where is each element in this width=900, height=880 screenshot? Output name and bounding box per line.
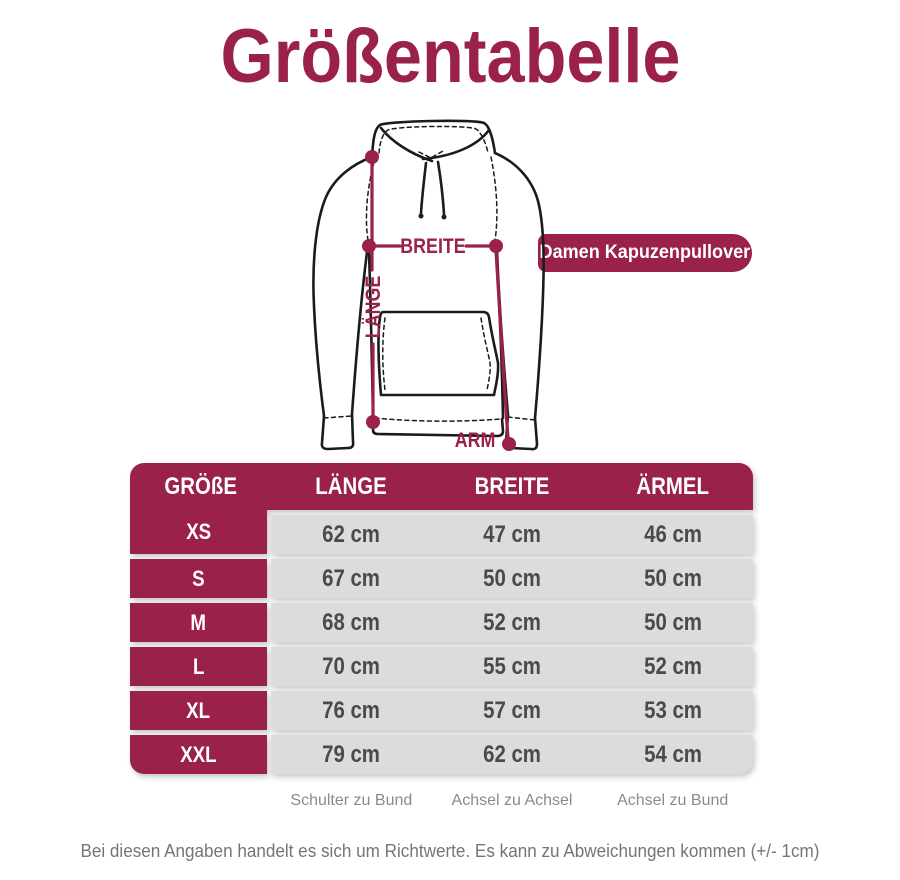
size-label: XXL	[180, 741, 217, 767]
row-band	[271, 647, 753, 686]
value-label: 54 cm	[643, 740, 702, 768]
value-cell	[592, 691, 753, 730]
size-table	[130, 463, 753, 774]
value-label: 47 cm	[483, 520, 541, 548]
cuff-right-stitch	[508, 417, 535, 420]
drawstring-right	[438, 162, 444, 214]
pocket-stitch-right	[481, 318, 490, 390]
breite-point-left	[362, 239, 376, 253]
value-cell	[592, 647, 753, 686]
value-label: 76 cm	[322, 696, 381, 724]
footnote-laenge: Schulter zu Bund	[290, 792, 413, 809]
size-label: XL	[186, 697, 211, 723]
header-cell-laenge	[271, 463, 432, 510]
breite-point-right	[489, 239, 503, 253]
laenge-label: LÄNGE	[361, 275, 386, 339]
cuff-left	[322, 414, 353, 449]
body-drawing	[313, 153, 543, 449]
size-cell	[130, 559, 267, 598]
row-band	[271, 603, 753, 642]
value-label: 79 cm	[322, 740, 381, 768]
size-label: M	[190, 609, 207, 635]
hem-stitch	[375, 418, 501, 421]
size-cell	[130, 510, 267, 554]
size-cell	[130, 691, 267, 730]
table-row	[130, 647, 753, 686]
value-cell	[432, 691, 593, 730]
hoodie-measurement-diagram	[295, 100, 605, 470]
value-label: 67 cm	[322, 564, 381, 592]
table-row	[130, 691, 753, 730]
value-cell	[432, 603, 593, 642]
value-cell	[592, 559, 753, 598]
row-band	[271, 559, 753, 598]
table-row	[130, 559, 753, 598]
value-cell	[271, 559, 432, 598]
value-cell	[592, 515, 753, 554]
product-badge-label: Damen Kapuzenpullover	[539, 242, 751, 263]
header-cell-breite	[432, 463, 593, 510]
hood-rim-stitch	[379, 126, 488, 153]
page-title	[0, 16, 900, 98]
table-row	[130, 603, 753, 642]
page-title-text: Größentabelle	[220, 14, 680, 99]
header-label: GRÖßE	[164, 472, 237, 500]
disclaimer-text	[0, 841, 900, 862]
size-cell	[130, 647, 267, 686]
size-cell	[130, 735, 267, 774]
hood-drawing	[372, 121, 495, 220]
hem-point	[366, 415, 380, 429]
value-label: 62 cm	[322, 520, 381, 548]
kangaroo-pocket	[378, 312, 498, 395]
value-cell	[432, 515, 593, 554]
size-cell	[130, 603, 267, 642]
value-cell	[432, 647, 593, 686]
table-row	[130, 510, 753, 554]
arm-label: ARM	[454, 428, 496, 453]
header-cell-size	[130, 463, 271, 510]
drawstring-tip-left	[419, 214, 424, 219]
value-label: 52 cm	[483, 608, 541, 636]
value-label: 50 cm	[643, 564, 702, 592]
size-label: XS	[186, 519, 211, 544]
header-label: LÄNGE	[315, 472, 388, 500]
value-label: 52 cm	[643, 652, 702, 680]
value-label: 70 cm	[322, 652, 381, 680]
value-cell	[271, 603, 432, 642]
disclaimer-label: Bei diesen Angaben handelt es sich um Richtwerte. Es kann zu Abweichungen kommen (+/- 1cm)	[80, 841, 820, 861]
value-cell	[432, 735, 593, 774]
row-band	[271, 515, 753, 554]
drawstring-left	[421, 163, 426, 213]
value-label: 46 cm	[643, 520, 702, 548]
value-cell	[271, 691, 432, 730]
value-label: 62 cm	[483, 740, 541, 768]
value-label: 57 cm	[483, 696, 541, 724]
size-label: L	[192, 653, 205, 679]
value-label: 68 cm	[322, 608, 381, 636]
value-cell	[432, 559, 593, 598]
value-cell	[271, 647, 432, 686]
breite-label: BREITE	[400, 234, 466, 259]
row-band	[271, 691, 753, 730]
table-header-row	[130, 463, 753, 510]
shoulder-point	[365, 150, 379, 164]
value-label: 50 cm	[483, 564, 541, 592]
footnote-aermel: Achsel zu Bund	[617, 792, 729, 809]
row-band	[271, 735, 753, 774]
hood-opening-right	[423, 130, 489, 159]
value-cell	[592, 603, 753, 642]
value-cell	[592, 735, 753, 774]
value-label: 53 cm	[643, 696, 702, 724]
value-label: 50 cm	[643, 608, 702, 636]
value-cell	[271, 735, 432, 774]
column-footnotes	[271, 792, 753, 810]
value-label: 55 cm	[483, 652, 541, 680]
header-cell-aermel	[592, 463, 753, 510]
header-label: ÄRMEL	[636, 472, 709, 500]
measurement-annotations	[361, 150, 516, 452]
cuff-point	[502, 437, 516, 451]
footnote-breite: Achsel zu Achsel	[451, 792, 573, 809]
raglan-seam-right	[491, 157, 497, 240]
header-band	[271, 463, 753, 510]
value-cell	[271, 515, 432, 554]
cuff-left-stitch	[324, 416, 352, 418]
table-row	[130, 735, 753, 774]
header-label: BREITE	[474, 472, 550, 500]
hood-opening-left	[381, 128, 432, 161]
drawstring-tip-right	[442, 215, 447, 220]
size-label: S	[192, 565, 205, 591]
